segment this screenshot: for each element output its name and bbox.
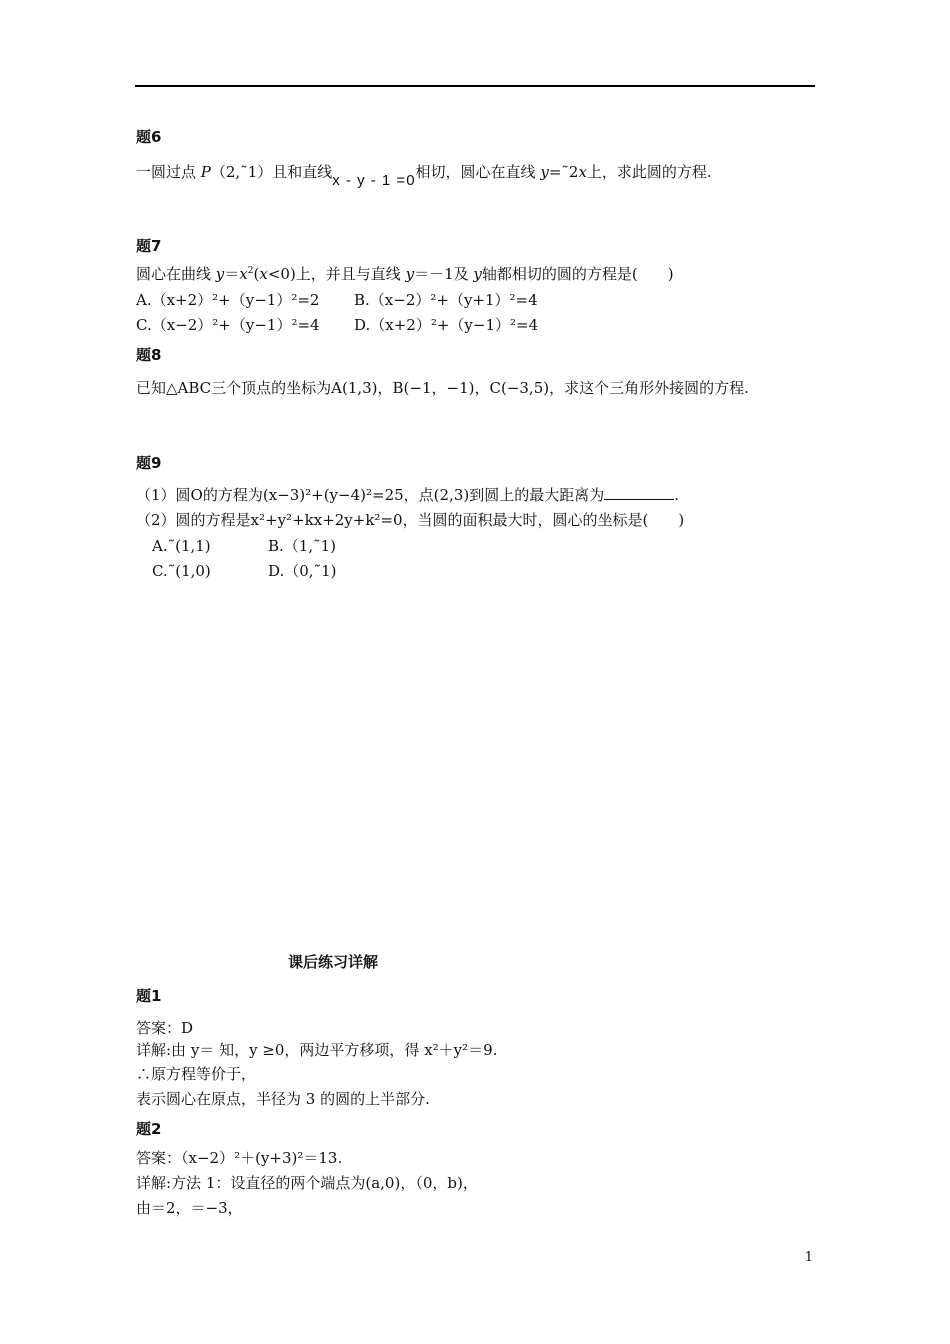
q7-stem-b: ( bbox=[253, 265, 260, 283]
q7-title: 题7 bbox=[136, 237, 162, 255]
q9-option-a: A.˜(1,1) bbox=[152, 537, 211, 555]
answer2-title: 题2 bbox=[136, 1120, 162, 1138]
q9-part1 bbox=[136, 485, 679, 505]
q6-point-label: P bbox=[200, 163, 211, 181]
q9-option-b: B.（1,˜1) bbox=[268, 537, 336, 555]
q7-stem-c: <0)上，并且与直线 bbox=[267, 265, 401, 283]
answer2-text: 答案：（x−2）²＋(y+3)²＝13. bbox=[136, 1149, 343, 1167]
q7-option-d: D.（x+2）²+（y−1）²=4 bbox=[354, 316, 539, 334]
q8-title: 题8 bbox=[136, 346, 162, 364]
header-rule bbox=[135, 85, 815, 87]
q6-text-3: 相切，圆心在直线 bbox=[415, 163, 536, 181]
q7-option-c: C.（x−2）²+（y−1）²=4 bbox=[136, 316, 320, 334]
answer2-detail: 详解:方法 1：设直径的两个端点为(a,0)，（0，b)， bbox=[136, 1174, 478, 1192]
q9-option-c: C.˜(1,0) bbox=[152, 562, 211, 580]
q9-part2: （2）圆的方程是x²+y²+kx+2y+k²=0，当圆的面积最大时，圆心的坐标是( ) bbox=[136, 511, 685, 529]
q8-text: 已知△ABC三个顶点的坐标为A(1,3)，B(−1，−1)，C(−3,5)，求这个三角形外接圆的方程. bbox=[136, 379, 749, 397]
q9-part1-text: （1）圆O的方程为(x−3)²+(y−4)²=25，点(2,3)到圆上的最大距离为 bbox=[136, 486, 605, 504]
q7-stem-a: 圆心在曲线 bbox=[136, 265, 212, 283]
q6-text-4: 上，求此圆的方程. bbox=[586, 163, 712, 181]
q6-text-2: 且和直线 bbox=[272, 163, 333, 181]
q7-option-b: B.（x−2）²+（y+1）²=4 bbox=[354, 291, 538, 309]
q7-stem-e: 轴都相切的圆的方程是( ) bbox=[481, 265, 674, 283]
q6-y-var: y bbox=[540, 163, 549, 181]
answer2-detail-2: 由＝2，＝−3， bbox=[136, 1199, 243, 1217]
q6-line-equation: x - y - 1 =0 bbox=[332, 172, 416, 189]
page-number: 1 bbox=[804, 1250, 813, 1265]
q6-line-rhs: =˜2 bbox=[548, 163, 579, 181]
answer1-detail-2: ∴原方程等价于， bbox=[136, 1065, 257, 1083]
q6-title: 题6 bbox=[136, 128, 162, 146]
q7-stem-d: ＝－1及 bbox=[414, 265, 469, 283]
answer1-title: 题1 bbox=[136, 987, 162, 1005]
answer-blank bbox=[604, 485, 674, 500]
q7-option-a: A.（x+2）²+（y−1）²=2 bbox=[136, 291, 320, 309]
q6-x-var: x bbox=[578, 163, 587, 181]
answer1-detail: 详解:由 y＝ 知，y ≥0，两边平方移项，得 x²＋y²＝9. bbox=[136, 1041, 498, 1059]
q9-option-d: D.（0,˜1) bbox=[268, 562, 337, 580]
q9-title: 题9 bbox=[136, 454, 162, 472]
q9-part1-end: . bbox=[674, 486, 679, 504]
answers-heading: 课后练习详解 bbox=[288, 953, 379, 971]
q6-point-coord: （2,˜1） bbox=[210, 163, 273, 181]
q6-text-1: 一圆过点 bbox=[136, 163, 197, 181]
q7-stem: 圆心在曲线 $y=x^2(x<0)$上，并且与直线 y＝－1及 y轴都相切的圆的方程是( ) bbox=[136, 265, 674, 283]
answer1-text: 答案：D bbox=[136, 1019, 194, 1037]
answer1-detail-3: 表示圆心在原点，半径为 3 的圆的上半部分. bbox=[136, 1090, 430, 1108]
q6-text bbox=[136, 162, 712, 189]
